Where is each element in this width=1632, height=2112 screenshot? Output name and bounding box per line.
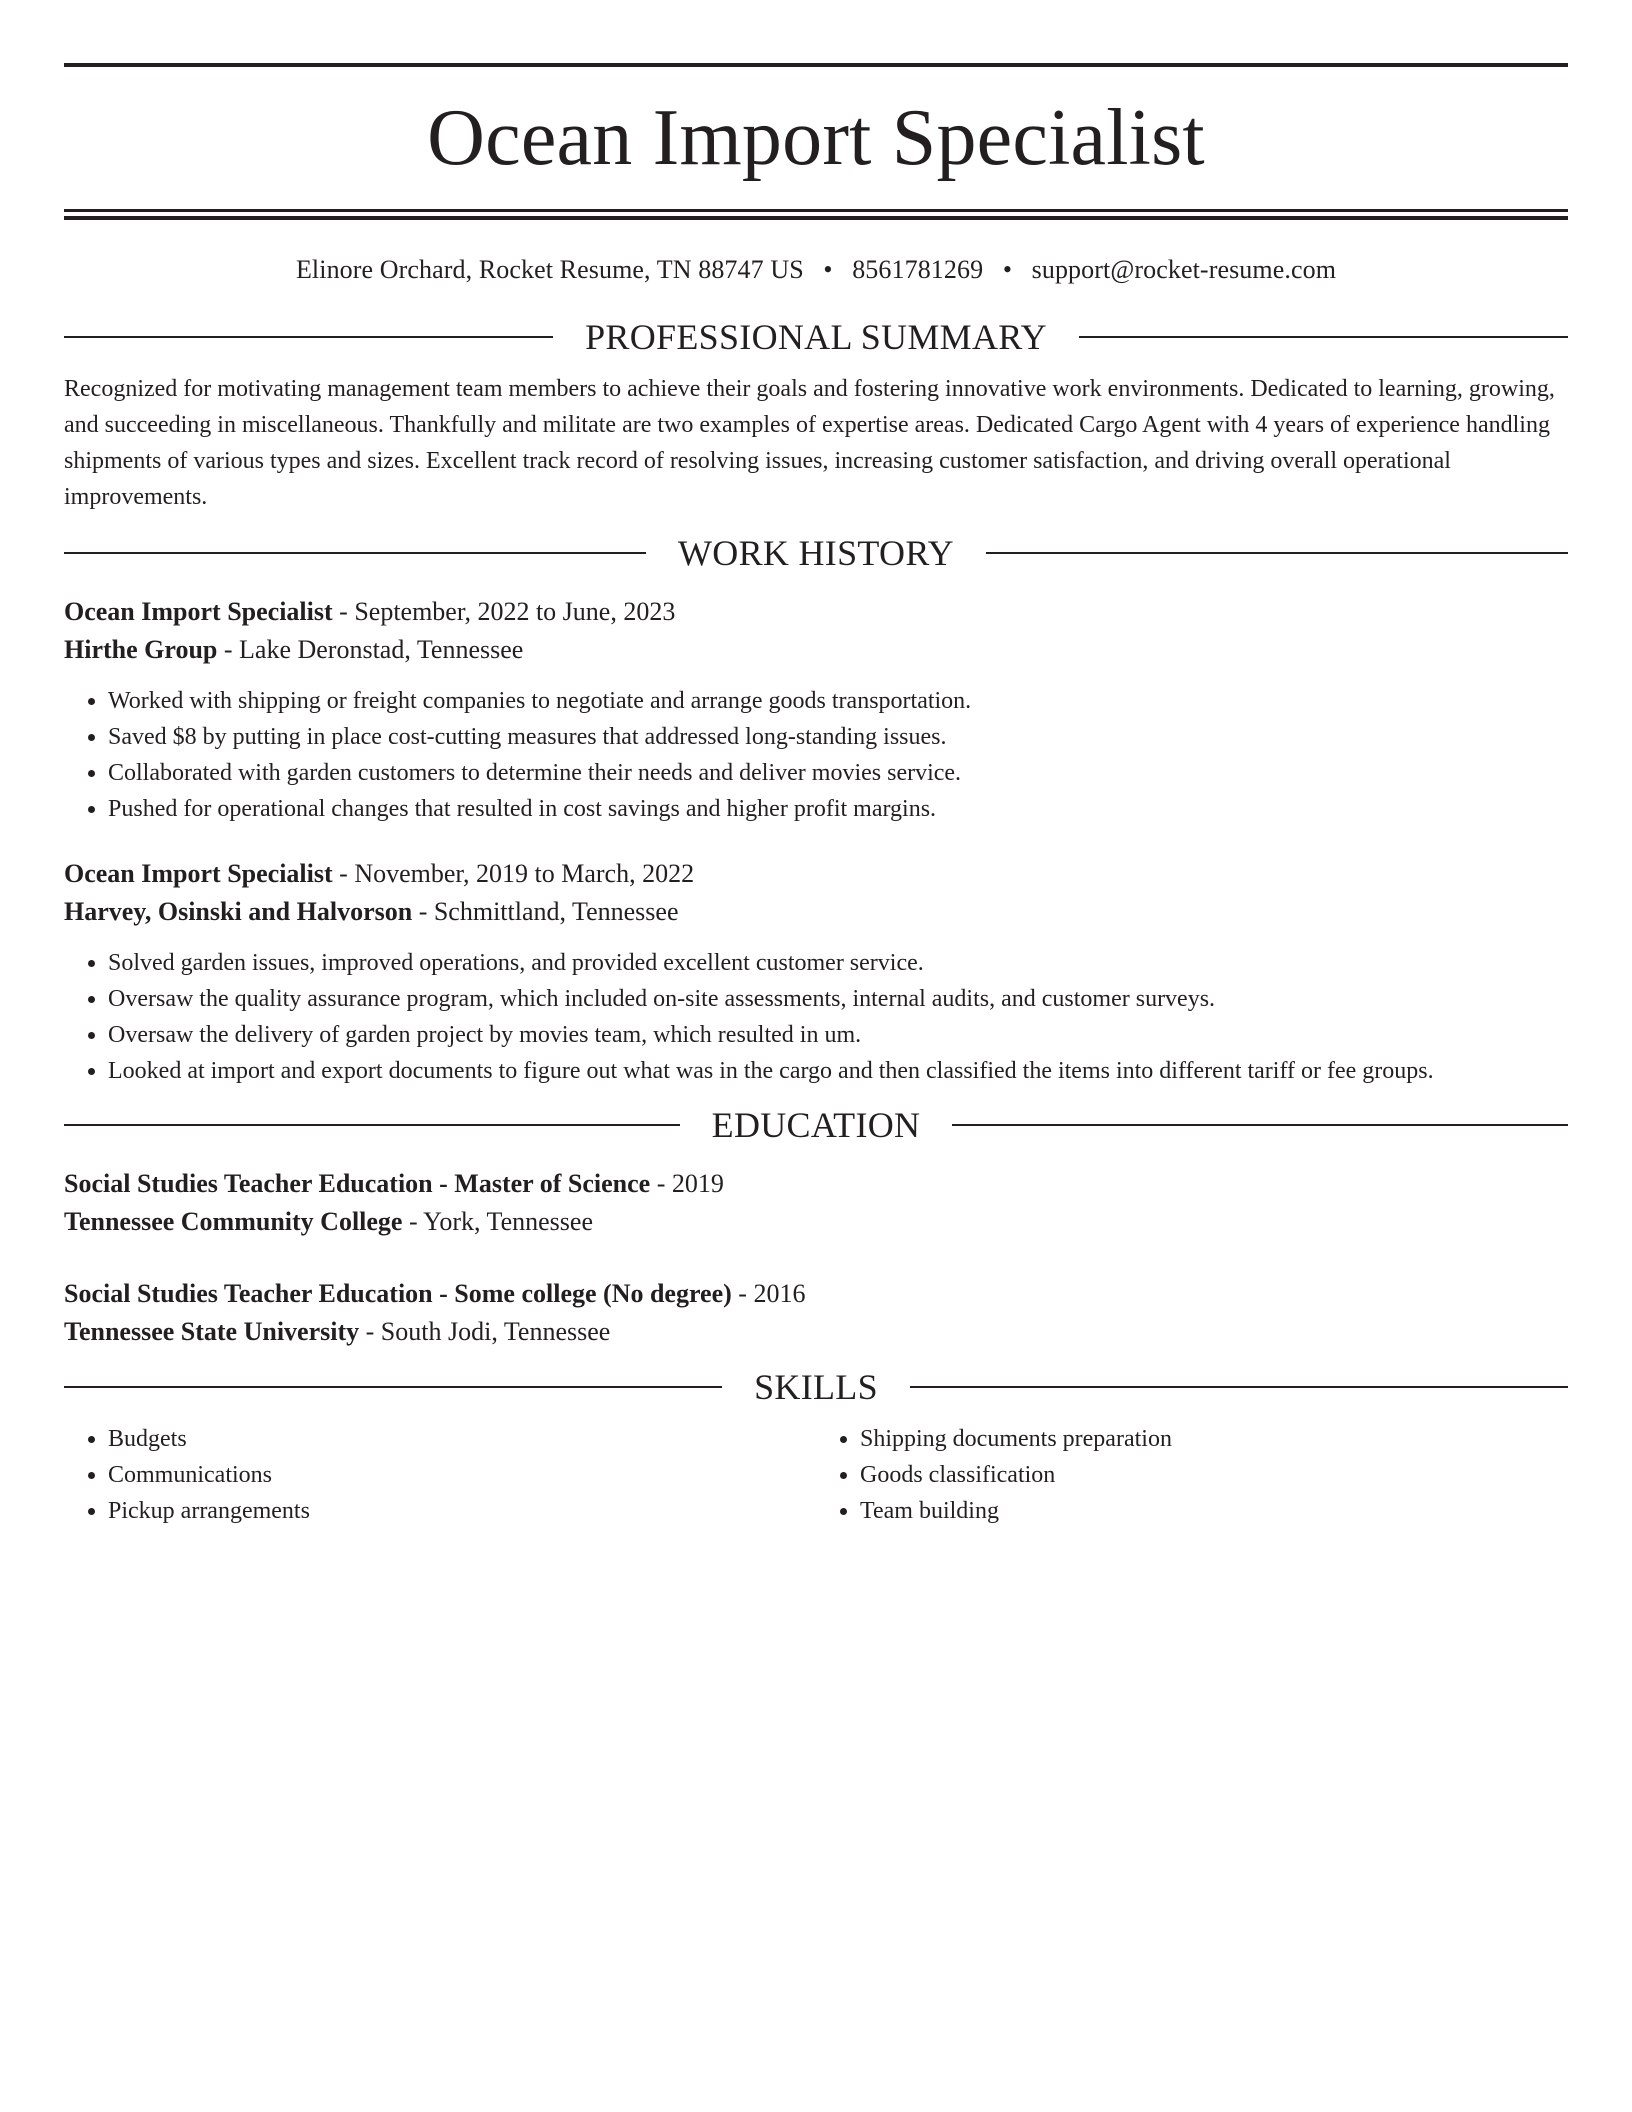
job-company-line bbox=[64, 631, 1568, 669]
job-title: Ocean Import Specialist bbox=[64, 597, 333, 626]
list-item: • Oversaw the delivery of garden project by movies team, which resulted in um. bbox=[108, 1017, 1568, 1053]
section-title: PROFESSIONAL SUMMARY bbox=[585, 317, 1047, 357]
job-location: - Lake Deronstad, Tennessee bbox=[217, 635, 524, 664]
job-company: Hirthe Group bbox=[64, 635, 218, 664]
education-degree: Social Studies Teacher Education - Master of Science bbox=[64, 1169, 651, 1198]
education-degree: Social Studies Teacher Education - Some college (No degree) bbox=[64, 1279, 732, 1308]
header-double-rule bbox=[64, 209, 1568, 220]
job-dates: - November, 2019 to March, 2022 bbox=[332, 859, 695, 888]
contact-phone: 8561781269 bbox=[852, 255, 984, 284]
education-school: Tennessee Community College bbox=[64, 1207, 403, 1236]
list-item: • Oversaw the quality assurance program, which included on-site assessments, internal audits, and customer surveys. bbox=[108, 981, 1568, 1017]
section-heading-summary bbox=[64, 319, 1568, 355]
summary-text: Recognized for motivating management team members to achieve their goals and fostering innovative work environments. Dedicated to learning, growing, and succeeding in miscellaneous. Thankfully and militate are two examples of expertise areas. Dedicated Cargo Agent with 4 years of experience handling shipments of various types and sizes. Excellent track record of resolving issues, increasing customer satisfaction, and driving overall operational improvements. bbox=[64, 376, 1555, 510]
job-title: Ocean Import Specialist bbox=[64, 859, 333, 888]
job-entry bbox=[64, 855, 1568, 1089]
heading-rule bbox=[952, 1124, 1568, 1126]
job-company: Harvey, Osinski and Halvorson bbox=[64, 897, 413, 926]
skill-item: • Goods classification bbox=[860, 1457, 1568, 1493]
section-title: EDUCATION bbox=[711, 1105, 921, 1145]
list-item: • Worked with shipping or freight companies to negotiate and arrange goods transportation. bbox=[108, 683, 1568, 719]
list-item: • Saved $8 by putting in place cost-cutting measures that addressed long-standing issues. bbox=[108, 719, 1568, 755]
education-location: - York, Tennessee bbox=[402, 1207, 594, 1236]
section-heading-education bbox=[64, 1107, 1568, 1143]
job-location: - Schmittland, Tennessee bbox=[412, 897, 679, 926]
education-degree-line bbox=[64, 1165, 1568, 1203]
skill-item: • Communications bbox=[108, 1457, 816, 1493]
job-title-line bbox=[64, 593, 1568, 631]
education-entry bbox=[64, 1275, 1568, 1351]
contact-email: support@rocket-resume.com bbox=[1031, 255, 1337, 284]
resume-name: Ocean Import Specialist bbox=[427, 94, 1205, 182]
job-title-line bbox=[64, 855, 1568, 893]
list-item: • Looked at import and export documents to figure out what was in the cargo and then classified the items into different tariff or fee groups. bbox=[108, 1053, 1568, 1089]
heading-rule bbox=[64, 1386, 722, 1388]
skill-item: • Budgets bbox=[108, 1421, 816, 1457]
skills-column-left bbox=[64, 1421, 816, 1529]
section-heading-work bbox=[64, 535, 1568, 571]
job-entry bbox=[64, 593, 1568, 827]
education-school: Tennessee State University bbox=[64, 1317, 360, 1346]
contact-address: Elinore Orchard, Rocket Resume, TN 88747 US bbox=[295, 255, 804, 284]
skill-item: • Pickup arrangements bbox=[108, 1493, 816, 1529]
education-entry bbox=[64, 1165, 1568, 1241]
contact-line bbox=[64, 257, 1568, 283]
education-school-line bbox=[64, 1203, 1568, 1241]
contact-separator: • bbox=[823, 255, 833, 284]
section-title: WORK HISTORY bbox=[678, 533, 954, 573]
job-bullets bbox=[64, 945, 1568, 1089]
skills-list bbox=[64, 1421, 1568, 1529]
contact-separator: • bbox=[1002, 255, 1013, 284]
list-item: • Pushed for operational changes that resulted in cost savings and higher profit margins. bbox=[108, 791, 1568, 827]
heading-rule bbox=[64, 1124, 680, 1126]
education-year: - 2019 bbox=[650, 1169, 724, 1198]
heading-rule bbox=[986, 552, 1568, 554]
list-item: • Solved garden issues, improved operations, and provided excellent customer service. bbox=[108, 945, 1568, 981]
education-year: - 2016 bbox=[731, 1279, 806, 1308]
section-title: SKILLS bbox=[754, 1367, 878, 1407]
skills-column-right bbox=[816, 1421, 1568, 1529]
section-heading-skills bbox=[64, 1369, 1568, 1405]
heading-rule bbox=[64, 336, 553, 338]
heading-rule bbox=[1079, 336, 1568, 338]
list-item: • Collaborated with garden customers to determine their needs and deliver movies service. bbox=[108, 755, 1568, 791]
job-dates: - September, 2022 to June, 2023 bbox=[332, 597, 676, 626]
education-location: - South Jodi, Tennessee bbox=[359, 1317, 611, 1346]
skill-item: • Team building bbox=[860, 1493, 1568, 1529]
heading-rule bbox=[64, 552, 646, 554]
education-degree-line bbox=[64, 1275, 1568, 1313]
job-company-line bbox=[64, 893, 1568, 931]
skill-item: • Shipping documents preparation bbox=[860, 1421, 1568, 1457]
job-bullets bbox=[64, 683, 1568, 827]
education-school-line bbox=[64, 1313, 1568, 1351]
resume-page bbox=[64, 63, 1568, 1529]
heading-rule bbox=[910, 1386, 1568, 1388]
